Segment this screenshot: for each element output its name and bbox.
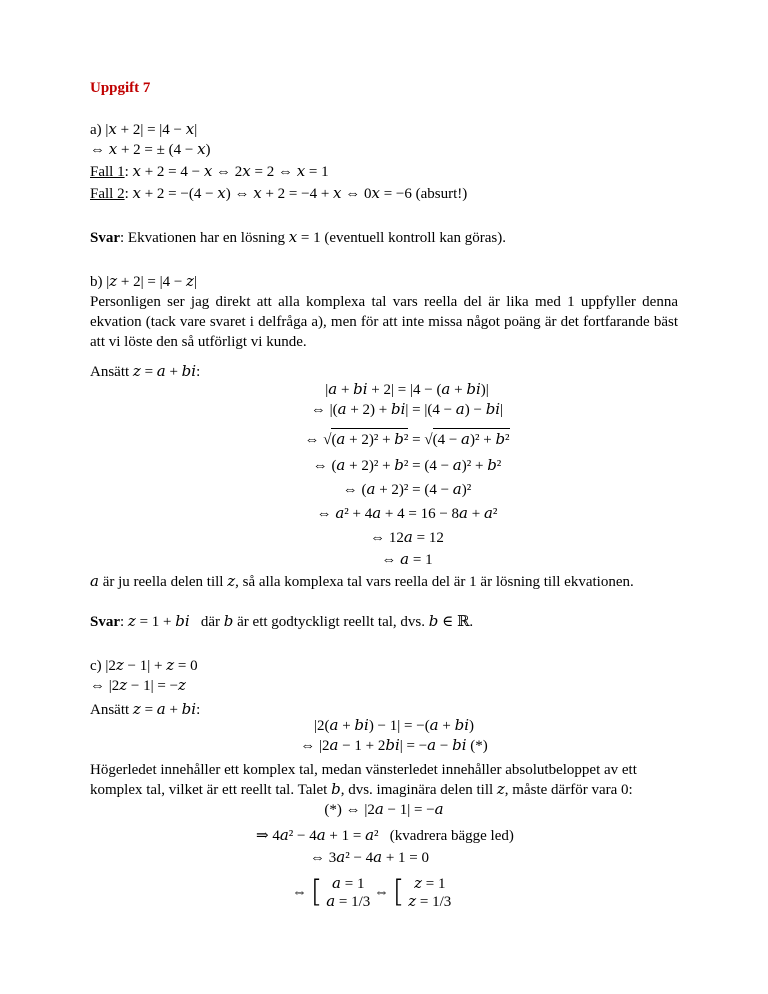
part-b-equation: b) |𝑧 + 2| = |4 − 𝑧|: [90, 274, 197, 290]
part-b-step-1: |𝑎 + 𝑏𝑖 + 2| = |4 − (𝑎 + 𝑏𝑖)|: [325, 382, 489, 398]
solution-a-2: 𝑎 = 1/3: [326, 893, 371, 910]
part-c-step-5: ⇔ 3𝑎² − 4𝑎 + 1 = 0: [310, 850, 430, 866]
page-title: Uppgift 7: [90, 80, 151, 96]
equiv-arrow: ⇔: [374, 884, 390, 901]
part-b-step-6: ⇔ 𝑎² + 4𝑎 + 4 = 16 − 8𝑎 + 𝑎²: [316, 506, 498, 522]
part-b-conclusion: 𝑎 är ju reella delen till 𝑧, så alla komplexa tal vars reella del är 1 är lösning till ekvationen.: [90, 574, 634, 590]
equals: =: [408, 432, 425, 448]
sqrt-right: (4 − 𝑎)² + 𝑏²: [433, 428, 510, 450]
part-b-step-8: ⇔ 𝑎 = 1: [381, 552, 433, 568]
answer-label: Svar: [90, 230, 120, 246]
part-b-paragraph: Personligen ser jag direkt att alla komplexa tal vars reella del är lika med 1 uppfyller denna ekvation (tack vare svaret i delfråga a), men för att inte missa något poäng är det fortfarande bäst att vi löste den så utförligt vi kunde.: [90, 294, 678, 350]
z-solutions: [408, 875, 451, 911]
part-c-equation: c) |2𝑧 − 1| + 𝑧 = 0: [90, 658, 198, 674]
part-b-step-2: ⇔ |(𝑎 + 2) + 𝑏𝑖| = |(4 − 𝑎) − 𝑏𝑖|: [310, 402, 504, 418]
answer-text: : Ekvationen har en lösning 𝑥 = 1 (eventuell kontroll kan göras).: [120, 230, 506, 246]
part-a-equation: a) |𝑥 + 2| = |4 − 𝑥|: [90, 122, 198, 138]
part-c-step-4: ⇒ 4𝑎² − 4𝑎 + 1 = 𝑎² (kvadrera bägge led): [256, 828, 514, 844]
bracket-right: [: [392, 874, 405, 910]
part-c-step: ⇔ |2𝑧 − 1| = −𝑧: [90, 678, 186, 694]
part-b-step-3: ⇔ √(𝑎 + 2)² + 𝑏² = √(4 − 𝑎)² + 𝑏²: [0, 428, 768, 450]
sqrt-left: (𝑎 + 2)² + 𝑏²: [331, 428, 408, 450]
part-c-step-1: |2(𝑎 + 𝑏𝑖) − 1| = −(𝑎 + 𝑏𝑖): [314, 718, 474, 734]
case-1-text: : 𝑥 + 2 = 4 − 𝑥 ⇔ 2𝑥 = 2 ⇔ 𝑥 = 1: [124, 164, 329, 180]
part-a-answer: [90, 228, 506, 248]
part-b-ansatz: Ansätt 𝑧 = 𝑎 + 𝑏𝑖:: [90, 364, 201, 380]
part-b-step-4: ⇔ (𝑎 + 2)² + 𝑏² = (4 − 𝑎)² + 𝑏²: [312, 458, 502, 474]
case-2-label: Fall 2: [90, 186, 125, 202]
solution-a-1: 𝑎 = 1: [332, 875, 365, 892]
part-a-case-2: [90, 184, 467, 204]
part-b-step-5: ⇔ (𝑎 + 2)² = (4 − 𝑎)²: [342, 482, 472, 498]
part-a-step: ⇔ 𝑥 + 2 = ± (4 − 𝑥): [90, 142, 211, 158]
part-c-step-2: ⇔ |2𝑎 − 1 + 2𝑏𝑖| = −𝑎 − 𝑏𝑖 (*): [300, 738, 488, 754]
equiv-arrow: ⇔: [304, 432, 324, 448]
case-1-label: Fall 1: [90, 164, 125, 180]
part-c-step-3: (*) ⇔ |2𝑎 − 1| = −𝑎: [324, 802, 444, 818]
part-b-step-7: ⇔ 12𝑎 = 12: [370, 530, 444, 546]
part-c-paragraph: Högerledet innehåller ett komplex tal, medan vänsterledet innehåller absolutbeloppet av ett komplex tal, vilket är ett reellt tal. Talet 𝑏, dvs. imaginära delen till 𝑧, måste därför vara 0:: [90, 762, 637, 798]
part-c-ansatz: Ansätt 𝑧 = 𝑎 + 𝑏𝑖:: [90, 702, 201, 718]
case-2-text: : 𝑥 + 2 = −(4 − 𝑥) ⇔ 𝑥 + 2 = −4 + 𝑥 ⇔ 0𝑥 = −6 (absurt!): [124, 186, 468, 202]
a-solutions: [326, 875, 370, 911]
equiv-arrow: ⇔: [292, 884, 307, 901]
part-c-step-6: [292, 872, 451, 913]
bracket-left: [: [310, 874, 323, 910]
answer-label: Svar: [90, 614, 120, 630]
part-b-answer: [90, 612, 473, 632]
part-a-case-1: [90, 162, 329, 182]
solution-z-2: 𝑧 = 1/3: [408, 893, 452, 910]
answer-text: : 𝑧 = 1 + 𝑏𝑖 där 𝑏 är ett godtyckligt reellt tal, dvs. 𝑏 ∈ ℝ.: [120, 614, 474, 630]
solution-z-1: 𝑧 = 1: [414, 875, 446, 892]
